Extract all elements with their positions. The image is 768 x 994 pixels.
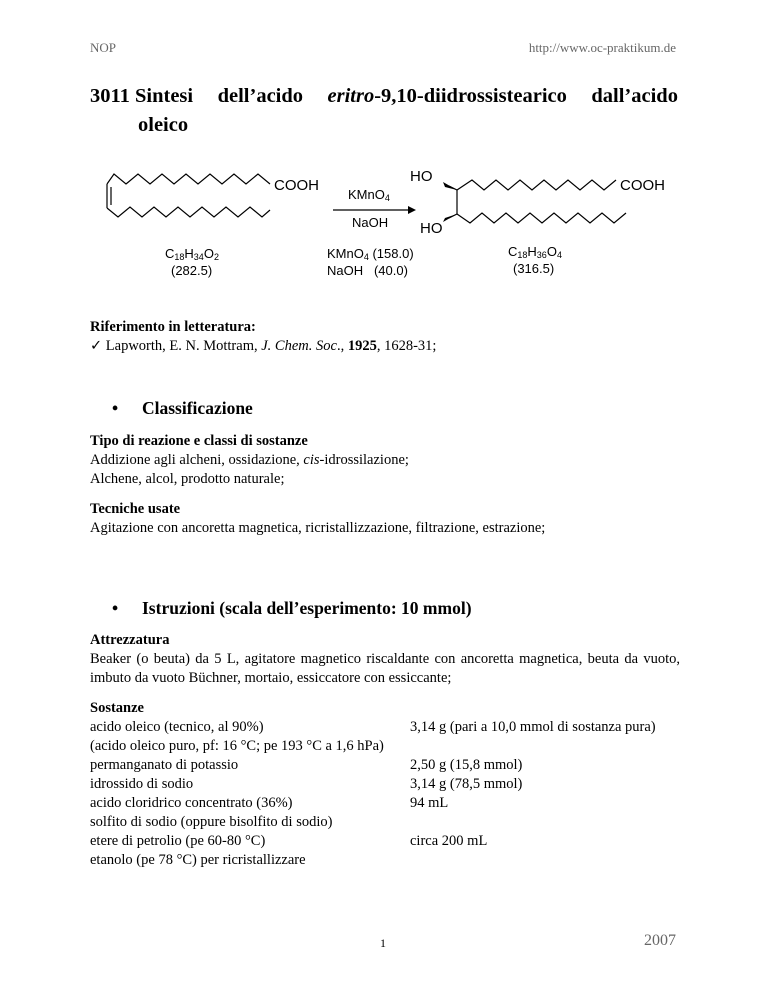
- wedge-bond: [443, 214, 457, 222]
- document-title: [90, 82, 678, 140]
- substance-row: acido oleico (tecnico, al 90%) 3,14 g (pari a 10,0 mmol di sostanza pura): [90, 719, 656, 735]
- substance-row: solfito di sodio (oppure bisolfito di sodio): [90, 814, 333, 830]
- substance-row: (acido oleico puro, pf: 16 °C; pe 193 °C a 1,6 hPa): [90, 738, 384, 754]
- literature-reference: ✓ Lapworth, E. N. Mottram, J. Chem. Soc., 1925, 1628-31;: [90, 338, 437, 354]
- reactant-group: COOH: [274, 177, 319, 194]
- page-number: 1: [380, 936, 386, 950]
- header-left: NOP: [90, 40, 117, 55]
- title-part: dall’acido: [591, 85, 678, 107]
- reactant-upper-chain: [107, 174, 270, 184]
- substance-row: idrossido di sodio 3,14 g (78,5 mmol): [90, 776, 523, 792]
- subheading-equipment: Attrezzatura: [90, 632, 170, 648]
- reagent-kmno4: KMnO$_4$: [348, 187, 390, 203]
- literature-heading: Riferimento in letteratura:: [90, 319, 256, 335]
- wedge-bond: [443, 182, 457, 190]
- header-url[interactable]: http://www.oc-praktikum.de: [528, 40, 676, 55]
- reaction-scheme: [90, 160, 690, 300]
- check-icon: ✓: [90, 338, 103, 354]
- equipment-text: Beaker (o beuta) da 5 L, agitatore magnetico riscaldante con ancoretta magnetica, beuta da vuoto, imbuto da vuoto Büchner, mortaio, essiccatore con essiccante;: [90, 651, 680, 686]
- reaction-arrow-head: [408, 206, 416, 214]
- reaction-type-text: Addizione agli alcheni, ossidazione, cis-idrossilazione;: [90, 452, 409, 468]
- reactant-lower-chain: [107, 207, 270, 217]
- subheading-substances: Sostanze: [90, 700, 144, 716]
- section-heading-instructions: • Istruzioni (scala dell’esperimento: 10 mmol): [112, 598, 472, 618]
- substances-list: [90, 718, 690, 870]
- bullet-icon: •: [112, 598, 119, 618]
- reactant-mass: (282.5): [171, 263, 213, 278]
- substance-row: etere di petrolio (pe 60-80 °C) circa 200 mL: [90, 833, 488, 849]
- title-line2: oleico: [138, 114, 189, 136]
- techniques-text: Agitazione con ancoretta magnetica, ricristallizzazione, filtrazione, estrazione;: [90, 520, 546, 536]
- product-group: COOH: [620, 177, 665, 194]
- product-formula: $C_{18}H_{36}O_4$: [508, 244, 562, 260]
- title-part: dell’acido: [217, 85, 304, 107]
- product-upper-chain: [457, 180, 616, 190]
- substance-row: acido cloridrico concentrato (36%) 94 mL: [90, 795, 449, 811]
- substance-row: permanganato di potassio 2,50 g (15,8 mmol): [90, 757, 523, 773]
- bullet-icon: •: [112, 398, 119, 418]
- product-lower-chain: [457, 213, 626, 223]
- subheading-techniques: Tecniche usate: [90, 501, 181, 517]
- reactant-formula: $C_{18}H_{34}O_2$: [165, 246, 219, 262]
- title-part: 3011 Sintesi: [90, 85, 194, 107]
- footer-year: 2007: [644, 932, 676, 949]
- reagent-mass-kmno4: KMnO$_4$ (158.0): [327, 246, 414, 262]
- subheading-reaction-type: Tipo di reazione e classi di sostanze: [90, 433, 308, 449]
- section-heading-classification: • Classificazione: [112, 398, 253, 418]
- reagent-mass-naoh: NaOH (40.0): [327, 263, 408, 278]
- title-part: eritro-9,10-diidrossistearico: [327, 85, 567, 107]
- product-mass: (316.5): [513, 261, 555, 276]
- product-hydroxyl: HO: [420, 220, 443, 237]
- product-hydroxyl: HO: [410, 168, 433, 185]
- substance-classes-text: Alchene, alcol, prodotto naturale;: [90, 471, 285, 487]
- reaction-scheme-drawing: [90, 160, 690, 300]
- reagent-naoh: NaOH: [352, 215, 389, 230]
- substance-row: etanolo (pe 78 °C) per ricristallizzare: [90, 852, 306, 868]
